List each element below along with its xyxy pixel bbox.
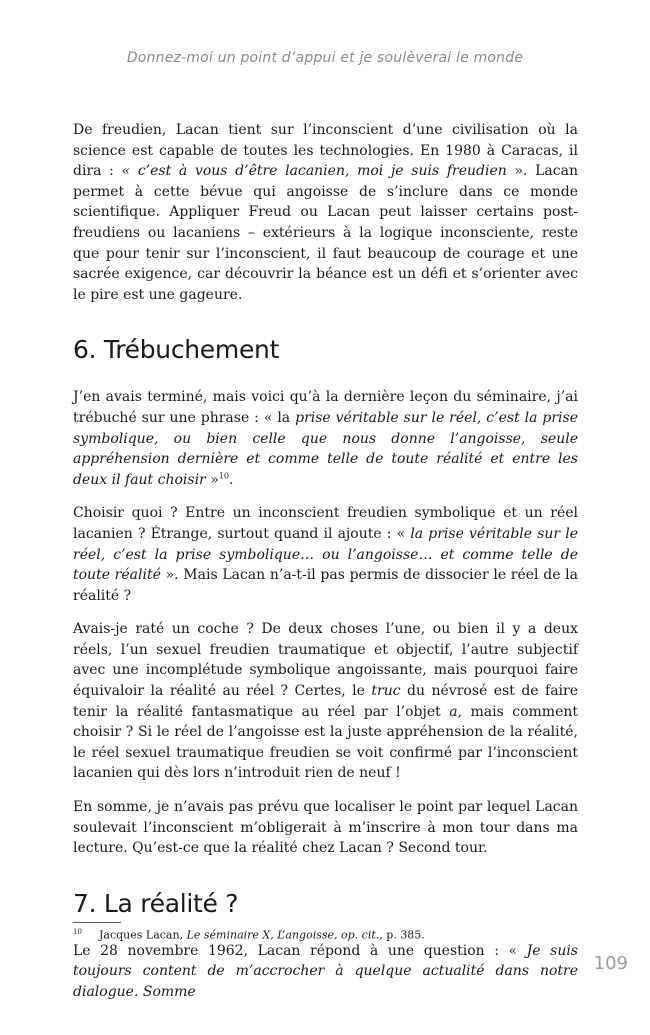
footnote-ref[interactable]: 10 [218, 471, 229, 481]
section-heading-6: 6. Trébuchement [73, 335, 280, 365]
paragraph-1: De freudien, Lacan tient sur l’inconscient d’une civilisation où la science est capable de toutes les technologies. En 1980 à Caracas, il dira : « c’est à vous d’être lacanien, moi je suis freudien ». Lacan permet à cette bévue qui angoisse de s’inclure dans ce monde scientifique. Appliquer Freud ou Lacan peut laisser certains post- freudiens ou lacaniens – extérieurs à la logique inconsciente, reste que pour tenir sur l’inconscient, il faut beaucoup de courage et une sacrée exigence, car découvrir la béance est un défi et s’orienter avec le pire est une gageure. [73, 122, 578, 303]
paragraph-4: Avais-je raté un coche ? De deux choses l’une, ou bien il y a deux réels, l’un sexuel freudien traumatique et objectif, l’autre subjectif avec une incomplétude symbolique angoissante, mais pourquoi faire équivaloir la réalité au réel ? Certes, le truc du névrosé est de faire tenir la réalité fantasmatique au réel par l’objet a, mais comment choisir ? Si le réel de l’angoisse est la juste appréhension de la réalité, le réel sexuel traumatique freudien se voit confirmé par l’inconscient lacanien qui dès lors n’introduit rien de neuf ! [73, 621, 579, 782]
page-number: 109 [593, 953, 628, 974]
running-head: Donnez-moi un point d’appui et je soulèverai le monde [126, 50, 524, 66]
footnote: 10 Jacques Lacan, Le séminaire X, L’angoisse, op. cit., p. 385. [73, 928, 425, 942]
paragraph-6: Le 28 novembre 1962, Lacan répond à une question : « Je suis toujours content de m’accrocher à quelque actualité dans notre dialogue. Somme [73, 942, 578, 1000]
footnote-number: 10 [73, 928, 82, 936]
paragraph-3: Choisir quoi ? Entre un inconscient freudien symbolique et un réel lacanien ? Étrange, surtout quand il ajoute : « la prise véritable sur le réel, c’est la prise symbolique… ou l’angoisse… et comme telle de toute réalité ». Mais Lacan n’a-t-il pas permis de dissocier le réel de la réalité ? [73, 505, 578, 604]
paragraph-5: En somme, je n’avais pas prévu que localiser le point par lequel Lacan soulevait l’inconscient m’obligerait à m’inscrire à mon tour dans ma lecture. Qu’est-ce que la réalité chez Lacan ? Second tour. [73, 799, 578, 857]
page-body [73, 120, 578, 1016]
section-heading-7: 7. La réalité ? [73, 888, 239, 918]
paragraph-2: J’en avais terminé, mais voici qu’à la dernière leçon du séminaire, j’ai trébuché sur une phrase : « la prise véritable sur le réel, c’est la prise symbolique, ou bien celle que nous donne l’angoisse, seule appréhension dernière et comme telle de toute réalité et entre les deux il faut choisir »$^{10}$. [73, 389, 578, 488]
footnote-divider [73, 922, 121, 923]
